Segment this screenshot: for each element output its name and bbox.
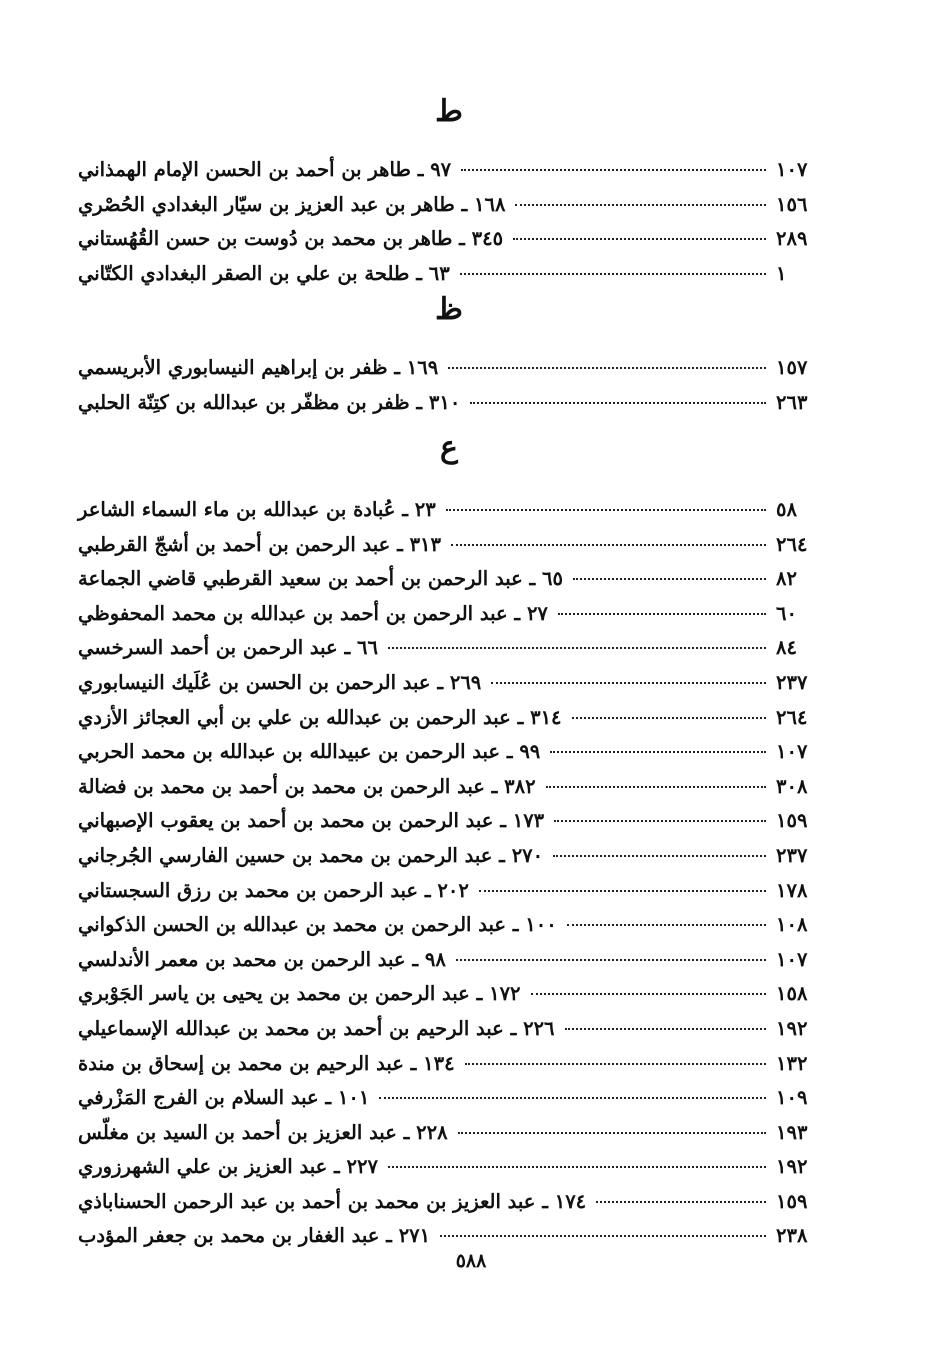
entry-list	[78, 493, 820, 1254]
entry-name: ٢٢٦ ـ عبد الرحيم بن أحمد بن محمد بن عبدالله الإسماعيلي	[78, 1016, 555, 1040]
entry-name: ٢٧٠ ـ عبد الرحمن بن محمد بن حسين الفارسي الجُرجاني	[78, 843, 544, 867]
entry-name: ١٠١ ـ عبد السلام بن الفرج المَزْرفي	[78, 1086, 370, 1110]
index-entry	[78, 735, 820, 770]
entry-page: ٥٨	[776, 498, 797, 521]
entry-name: ٦٥ ـ عبد الرحمن بن أحمد بن سعيد القرطبي قاضي الجماعة	[78, 567, 563, 591]
entry-name: ٣٨٢ ـ عبد الرحمن بن محمد بن أحمد بن محمد بن فضالة	[78, 774, 536, 798]
dot-leader	[446, 509, 766, 511]
dot-leader	[553, 855, 766, 857]
index-entry	[78, 493, 820, 528]
entry-page: ١٠٨	[776, 913, 808, 937]
entry-page: ١٥٧	[776, 356, 808, 379]
index-entry	[78, 597, 820, 632]
index-entry	[78, 701, 820, 736]
index-entry	[78, 943, 820, 978]
dot-leader	[440, 1235, 766, 1237]
entry-page: ١٠٩	[776, 1086, 808, 1110]
dot-leader	[456, 959, 766, 961]
entry-name: ٢٧١ ـ عبد الغفار بن محمد بن جعفر المؤدب	[78, 1224, 431, 1248]
index-entry	[78, 874, 820, 909]
dot-leader	[448, 367, 766, 369]
section-letter: ط	[435, 94, 463, 129]
entry-name: ١٦٨ ـ طاهر بن عبد العزيز بن سيّار البغدادي الحُصْري	[78, 192, 506, 216]
dot-leader	[546, 786, 766, 788]
dot-leader	[458, 1132, 766, 1134]
entry-name: ٢٦٩ ـ عبد الرحمن بن الحسن بن عُلَيك النيسابوري	[78, 670, 482, 694]
dot-leader	[558, 613, 766, 615]
dot-leader	[465, 1063, 766, 1065]
entry-page: ١٠٧	[776, 947, 808, 971]
dot-leader	[388, 1166, 766, 1168]
entry-page: ١٥٩	[776, 1189, 808, 1213]
dot-leader	[565, 1028, 767, 1030]
entry-page: ١	[776, 261, 787, 285]
dot-leader	[491, 682, 766, 684]
dot-leader	[596, 1201, 766, 1203]
entry-name: ٢٢٨ ـ عبد العزيز بن أحمد بن السيد بن مغلّس	[78, 1120, 448, 1144]
entry-page: ٢٦٤	[776, 705, 808, 729]
entry-page: ١٠٧	[776, 158, 808, 181]
entry-page: ١٣٢	[776, 1051, 808, 1075]
entry-name: ٦٣ ـ طلحة بن علي بن الصقر البغدادي الكتّاني	[78, 261, 450, 285]
index-entry	[78, 1081, 820, 1116]
entry-name: ١٧٢ ـ عبد الرحمن بن محمد بن يحيى بن ياسر الجَوْبري	[78, 982, 521, 1006]
entry-name: ٢٧ ـ عبد الرحمن بن أحمد بن عبدالله بن محمد المحفوظي	[78, 601, 548, 625]
entry-page: ١٠٧	[776, 740, 808, 764]
index-entry	[78, 666, 820, 701]
index-entry	[78, 770, 820, 805]
entry-name: ٣١٠ ـ ظفر بن مظفّر بن عبدالله بن كتِنّة الحلبي	[78, 390, 461, 414]
entry-page: ١٩٢	[776, 1155, 808, 1179]
index-entry	[78, 153, 820, 188]
index-entry	[78, 1185, 820, 1220]
index-entry	[78, 977, 820, 1012]
dot-leader	[470, 402, 766, 404]
entry-page: ١٥٩	[776, 809, 808, 833]
dot-leader	[554, 820, 766, 822]
entry-list	[78, 351, 820, 420]
entry-name: ٩٧ ـ طاهر بن أحمد بن الحسن الإمام الهمذاني	[78, 158, 452, 181]
section-zaa	[78, 290, 820, 420]
dot-leader	[460, 273, 766, 275]
dot-leader	[550, 751, 766, 753]
dot-leader	[572, 717, 766, 719]
entry-name: ١٣٤ ـ عبد الرحيم بن محمد بن إسحاق بن مندة	[78, 1051, 455, 1075]
index-entry	[78, 1012, 820, 1047]
entry-page: ٢٦٤	[776, 532, 808, 556]
entry-page: ١٩٢	[776, 1016, 808, 1040]
entry-page: ٢٦٣	[776, 390, 808, 414]
entry-name: ٢٣ ـ عُبادة بن عبدالله بن ماء السماء الشاعر	[78, 498, 436, 521]
dot-leader	[513, 238, 766, 240]
entry-name: ٦٦ ـ عبد الرحمن بن أحمد السرخسي	[78, 636, 378, 660]
index-entry	[78, 1219, 820, 1254]
dot-leader	[479, 890, 766, 892]
index-entry	[78, 1150, 820, 1185]
index-entry	[78, 222, 820, 257]
entry-page: ١٥٨	[776, 982, 808, 1006]
entry-name: ١٦٩ ـ ظفر بن إبراهيم النيسابوري الأبريسمي	[78, 356, 439, 379]
entry-page: ٢٣٨	[776, 1224, 808, 1248]
entry-name: ١٧٤ ـ عبد العزيز بن محمد بن أحمد بن عبد الرحمن الحسناباذي	[78, 1189, 587, 1213]
entry-page: ١٧٨	[776, 878, 808, 902]
entry-name: ١٠٠ ـ عبد الرحمن بن محمد بن عبدالله بن الحسن الذكواني	[78, 913, 557, 937]
dot-leader	[515, 204, 766, 206]
entry-name: ٩٨ ـ عبد الرحمن بن محمد بن معمر الأندلسي	[78, 947, 446, 971]
index-entry	[78, 257, 820, 292]
entry-page: ٦٠	[776, 601, 797, 625]
entry-list	[78, 153, 820, 291]
entry-name: ٢٠٢ ـ عبد الرحمن بن محمد بن رزق السجستاني	[78, 878, 469, 902]
index-entry	[78, 1047, 820, 1082]
section-taa	[78, 92, 820, 291]
dot-leader	[461, 169, 766, 171]
page-number: ٥٨٨	[455, 1250, 487, 1272]
entry-name: ٣٤٥ ـ طاهر بن محمد بن دُوست بن حسن القُهُستاني	[78, 227, 504, 251]
section-ain	[78, 428, 820, 1254]
entry-name: ٣١٣ ـ عبد الرحمن بن أحمد بن أشجّ القرطبي	[78, 532, 441, 556]
index-entry	[78, 908, 820, 943]
index-entry	[78, 386, 820, 421]
dot-leader	[388, 647, 766, 649]
section-letter: ع	[440, 430, 458, 465]
entry-page: ١٩٣	[776, 1120, 808, 1144]
entry-page: ٢٨٩	[776, 227, 808, 251]
entry-page: ٣٠٨	[776, 774, 808, 798]
index-entry	[78, 562, 820, 597]
entry-page: ٢٣٧	[776, 670, 808, 694]
dot-leader	[567, 924, 766, 926]
index-entry	[78, 1116, 820, 1151]
index-entry	[78, 839, 820, 874]
entry-page: ٨٢	[776, 567, 797, 591]
entry-page: ١٥٦	[776, 192, 808, 216]
index-entry	[78, 804, 820, 839]
section-letter: ظ	[435, 292, 463, 327]
dot-leader	[451, 544, 766, 546]
entry-name: ٣١٤ ـ عبد الرحمن بن عبدالله بن علي بن أبي العجائز الأزدي	[78, 705, 562, 729]
entry-name: ٩٩ ـ عبد الرحمن بن عبيدالله بن عبدالله بن محمد الحربي	[78, 740, 541, 764]
index-entry	[78, 188, 820, 223]
dot-leader	[379, 1097, 766, 1099]
entry-name: ١٧٣ ـ عبد الرحمن بن محمد بن أحمد بن يعقوب الإصبهاني	[78, 809, 545, 833]
dot-leader	[531, 993, 766, 995]
entry-page: ٨٤	[776, 636, 797, 660]
dot-leader	[573, 578, 766, 580]
index-entry	[78, 528, 820, 563]
entry-name: ٢٢٧ ـ عبد العزيز بن علي الشهرزوري	[78, 1155, 378, 1179]
index-entry	[78, 351, 820, 386]
index-entry	[78, 631, 820, 666]
entry-page: ٢٣٧	[776, 843, 808, 867]
